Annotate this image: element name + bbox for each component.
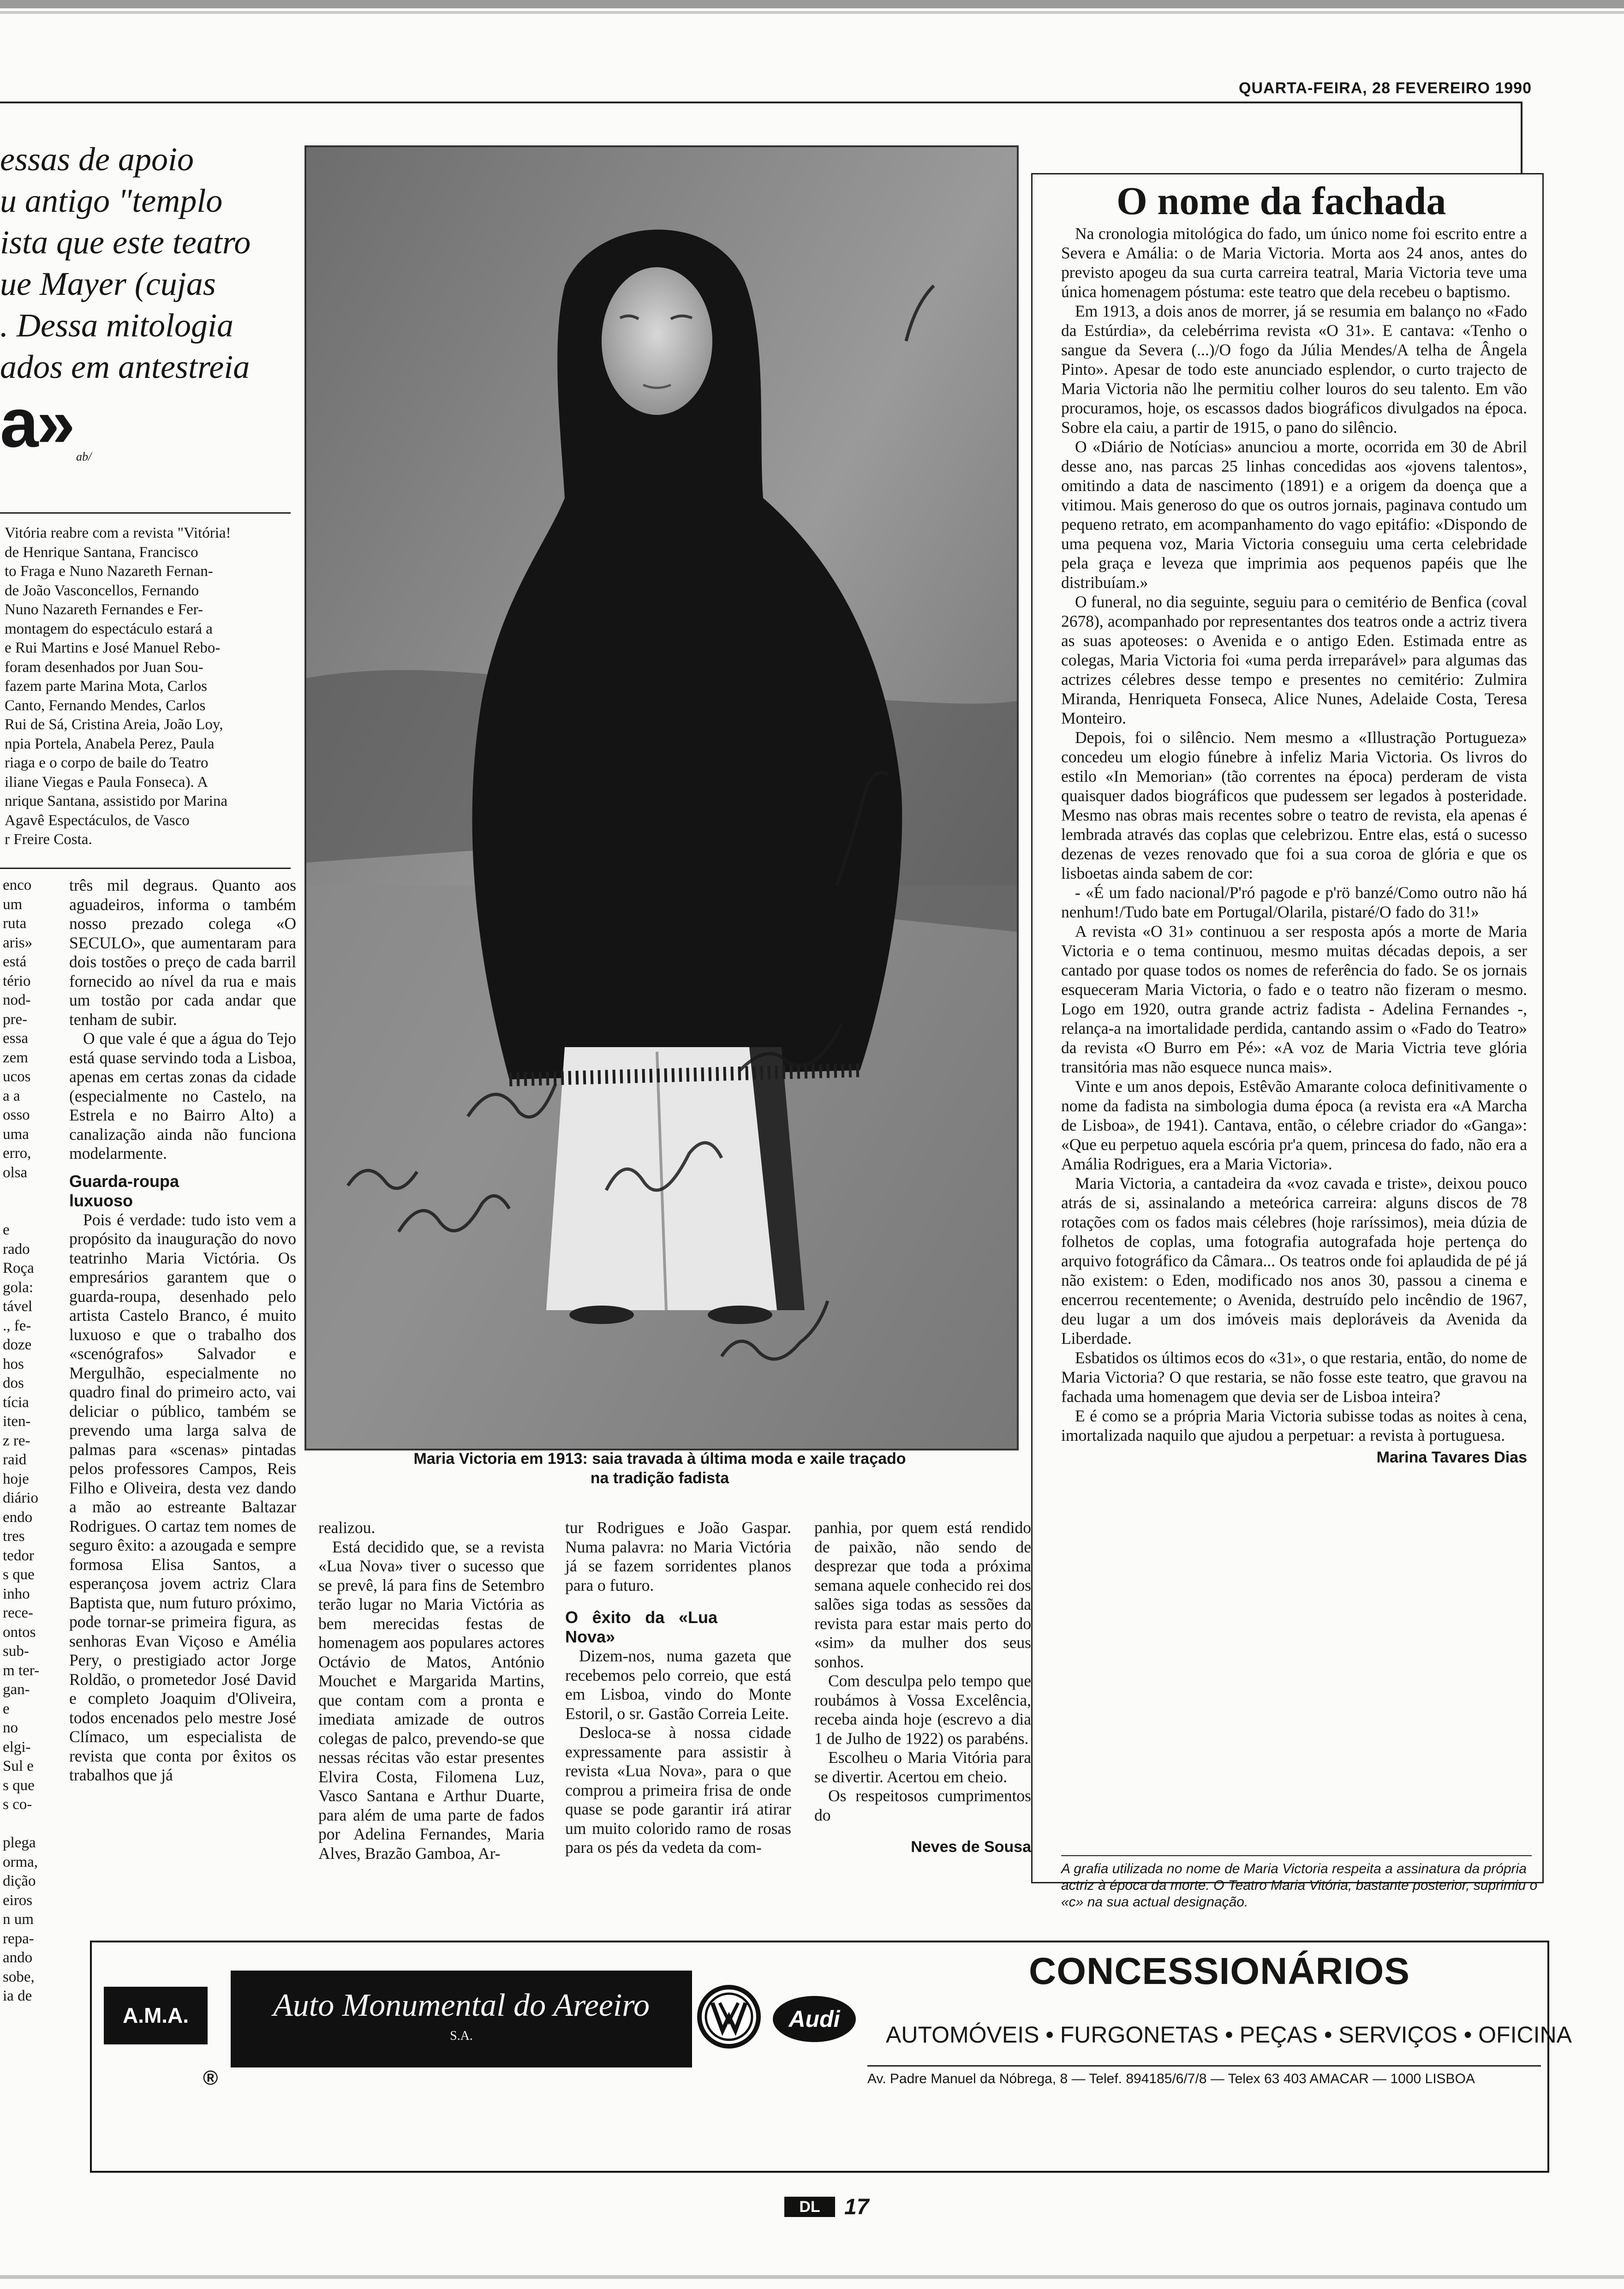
fragment-line: ia de: [3, 1988, 32, 2004]
deck-line: ue Mayer (cujas: [0, 265, 216, 302]
article-column-lower-2: [565, 1518, 791, 1858]
fragment-line: orma,: [3, 1853, 38, 1870]
paragraph: A revista «O 31» continuou a ser resposta após a morte de Maria Victoria e o tema continuou, mesmo muitas décadas depois, a ser cantado por quase todos os nomes de referência do fado. Se os jornais esqueceram Maria Victoria, o fado e o teatro não fizeram o mesmo. Logo em 1920, outra grande actriz fadista - Adelina Fernandes -, relança-a na imortalidade perdida, cantando assim o «Fado do Teatro» da revista «O Burro em Pé»: «A voz de Maria Victria teve glória transitória mas não esquece nunca mais».: [1061, 922, 1527, 1076]
credits-line: npia Portela, Anabela Perez, Paula: [5, 735, 215, 752]
fragment-line: dos: [3, 1375, 24, 1391]
footer-dl-logo: [784, 2197, 835, 2217]
paragraph: Esbatidos os últimos ecos do «31», o que restaria, então, do nome de Maria Victoria? O que restaria, se não fosse este teatro, que gravou na fachada uma homenagem que devia ser de Lisboa inteira?: [1061, 1348, 1527, 1406]
audi-logo-icon: [773, 1996, 856, 2042]
credits-line: r Freire Costa.: [5, 831, 92, 848]
fragment-line: m ter-: [3, 1662, 40, 1679]
fragment-line: tável: [3, 1298, 33, 1315]
auto-monumental-name: Auto Monumental do Areeiro: [273, 1988, 650, 2023]
deck-line: u antigo "templo: [0, 182, 223, 219]
fragment-line: e: [3, 1700, 10, 1717]
deck-line: ados em antestreia: [0, 348, 250, 385]
fragment-line: olsa: [3, 1164, 28, 1181]
paragraph: três mil degraus. Quanto aos aguadeiros, informa o também nosso prezado colega «O SECULO», que aumentaram para dois tostões o preço de cada barril fornecido ao nível da rua e mais um tostão por cada andar que tenham de subir.: [69, 876, 296, 1029]
paragraph: O «Diário de Notícias» anunciou a morte, ocorrida em 30 de Abril desse ano, nas parcas 25 linhas concedidas aos «jovens talentos», omitindo a data de nascimento (1891) e a origem da doença que a vitimou. Mais generoso do que os outros jornais, paginava contudo um pequeno retrato, em acompanhamento do vago epitáfio: «Dispondo de uma pequena voz, Maria Victoria conseguiu uma certa celebridade pela graça e leveza que imprimia aos pequenos papéis que lhe distribuíam.»: [1061, 437, 1527, 592]
ad-address: Av. Padre Manuel da Nóbrega, 8 — Telef. 894185/6/7/8 — Telex 63 403 AMACAR — 1000 LISBOA: [867, 2071, 1475, 2086]
note-rule: [1061, 1855, 1532, 1856]
credits-line: foram desenhados por Juan Sou-: [5, 659, 203, 676]
article-column-lower-3: [814, 1518, 1031, 1857]
fragment-line: hos: [3, 1355, 24, 1372]
fragment-line: tério: [3, 972, 31, 989]
fragment-line: ando: [3, 1949, 33, 1966]
fragment-line: n um: [3, 1911, 34, 1928]
fragment-line: endo: [3, 1509, 33, 1526]
paragraph: Está decidido que, se a revista «Lua Nova» tiver o sucesso que se prevê, lá para fins de Setembro terão lugar no Maria Victória as bem merecidas festas de homenagem aos populares actores Octávio de Matos, António Mouchet e Margarida Martins, que contam com a pronta e imediata amizade de outros colegas de palco, prevendo-se que nessas récitas vão estar presentes Elvira Costa, Filomena Luz, Vasco Santana e Arthur Duarte, para além de uma parte de fados por Adelina Fernandes, Maria Alves, Brazão Gamboa, Ar-: [318, 1537, 544, 1863]
sidebar-body: [1061, 224, 1527, 1467]
credits-line: de Henrique Santana, Francisco: [5, 544, 198, 561]
fragment-line: e: [3, 1222, 10, 1238]
fragment-line: pre-: [3, 1011, 28, 1028]
fragment-line: uma: [3, 1126, 29, 1143]
fragment-line: Roça: [3, 1260, 34, 1276]
headline-tail: a»: [0, 384, 73, 461]
portrait-illustration: [306, 147, 1017, 1449]
credits-line: nrique Santana, assistido por Marina: [5, 793, 227, 809]
fragment-line: tres: [3, 1528, 25, 1545]
caption-line: na tradição fadista: [590, 1469, 729, 1487]
paragraph: Desloca-se à nossa cidade expressamente para assistir à revista «Lua Nova», para o que comprou a primeira frisa de onde quase se pode garantir irá atirar um muito colorido ramo de rosas para os pés da vedeta da com-: [565, 1723, 791, 1857]
fragment-line: um: [3, 896, 23, 913]
fragment-line: z re-: [3, 1432, 30, 1449]
deck-rule: [0, 512, 291, 514]
fragment-line: sub-: [3, 1643, 29, 1660]
credits-box: [5, 524, 286, 850]
paragraph: Pois é verdade: tudo isto vem a propósito da inauguração do novo teatrinho Maria Victória. Os empresários garantem que o guarda-roupa, desenhado pelo artista Castelo Branco, é muito luxuoso e que o trabalho dos «scenógrafos» Salvador e Mergulhão, especialmente no quadro final do primeiro acto, vai deliciar o público, também se prevendo uma larga salva de palmas para «scenas» pintadas pelos professores Campos, Reis Filho e Oliveira, desta vez dando a mão ao estreante Baltazar Rodrigues. O cartaz tem nomes de seguro êxito: a azougada e sempre formosa Elisa Santos, a esperançosa jovem actriz Clara Baptista que, num futuro próximo, pode tornar-se primeira figura, as senhoras Evan Viçoso e Amélia Pery, o prestigiado actor Jorge Roldão, o prometedor José David e completo Joaquim d'Oliveira, todos encenados pelo mestre José Clímaco, um especialista de revista que conta por êxitos os trabalhos que já: [69, 1210, 296, 1784]
fragment-line: eiros: [3, 1892, 33, 1909]
fragment-line: osso: [3, 1107, 30, 1123]
audi-wordmark: Audi: [788, 2006, 840, 2032]
credits-line: iliane Viegas e Paula Fonseca). A: [5, 773, 208, 791]
fragment-line: diário: [3, 1490, 38, 1506]
ama-logo: A.M.A.: [104, 1987, 208, 2044]
header-right-rule: [1521, 102, 1522, 173]
clipped-column-fragments: [3, 876, 44, 2006]
auto-monumental-banner: [231, 1971, 692, 2067]
credits-line: Canto, Fernando Mendes, Carlos: [5, 697, 206, 714]
fragment-line: tedor: [3, 1547, 34, 1564]
paragraph: panhia, por quem está rendido de paixão, não sendo de desprezar que toda a próxima semana aquele conhecido rei dos salões siga todas as sessões da revista para estar mais perto do «sim» da mulher dos seus sonhos.: [814, 1518, 1031, 1671]
paragraph: Maria Victoria, a cantadeira da «voz cavada e triste», deixou pouco atrás de si, assinalando a meteórica carreira: alguns discos de 78 rotações com os fados mais célebres (hoje raríssimos), meia dúzia de folhetos de coplas, uma fotografia autografada hoje pertença do arquivo fotográfico da Câmara... Os teatros onde foi aplaudida de pé já não existem: o Eden, modificado nos anos 30, passou a cinema e encerrou recentemente; o Avenida, destruído pelo incêndio de 1967, deu lugar a um dos imóveis mais deploráveis da Avenida da Liberdade.: [1061, 1174, 1527, 1348]
credits-line: riaga e o corpo de baile do Teatro: [5, 755, 209, 771]
fragment-line: zem: [3, 1049, 28, 1066]
fragment-line: no: [3, 1720, 18, 1736]
fragment-line: gan-: [3, 1681, 30, 1698]
fragment-line: [3, 1815, 44, 1834]
paragraph: - «É um fado nacional/P'ró pagode e p'rö banzé/Como outro não há nenhum!/Tudo bate em Portugal/Olarila, pistaré/O fado do 31!»: [1061, 883, 1527, 921]
deck-line: essas de apoio: [0, 141, 194, 178]
credits-line: montagem do espectáculo estará a: [5, 620, 213, 637]
paragraph: Em 1913, a dois anos de morrer, já se resumia em balanço no «Fado da Estúrdia», da celebérrima revista «O 31». E cantava: «Tenho o sangue da Severa (...)/O fogo da Júlia Mendes/A telha de Ângela Pinto». Apesar de todo este anunciado esplendor, o curto trajecto de Maria Victoria não lhe permitiu colher louros do seu talento. Em vão procuramos, hoje, os escassos dados biográficos divulgados na época. Sobre ela caiu, a partir de 1915, o pano do silêncio.: [1061, 302, 1527, 437]
fragment-line: raid: [3, 1451, 27, 1468]
credits-line: Rui de Sá, Cristina Areia, João Loy,: [5, 716, 223, 733]
fragment-line: gola:: [3, 1279, 33, 1296]
fragment-line: s que: [3, 1777, 35, 1794]
subhead-guarda-roupa: Guarda-roupa luxuoso: [69, 1171, 179, 1210]
fragment-line: rece-: [3, 1605, 33, 1621]
fragment-line: tícia: [3, 1394, 29, 1411]
dl-wordmark: DL: [799, 2198, 820, 2216]
fragment-line: Sul e: [3, 1758, 34, 1774]
ad-address-rule: [867, 2065, 1541, 2067]
credits-line: Nuno Nazareth Fernandes e Fer-: [5, 601, 203, 618]
credits-line: de João Vasconcellos, Fernando: [5, 582, 199, 599]
paragraph: realizou.: [318, 1518, 376, 1537]
fragment-line: iten-: [3, 1413, 31, 1430]
fragment-line: ucos: [3, 1068, 31, 1085]
paragraph: tur Rodrigues e João Gaspar. Numa palavra: no Maria Victória já se fazem sorridentes planos para o futuro.: [565, 1518, 791, 1594]
fragment-line: sobe,: [3, 1968, 35, 1985]
ad-services: AUTOMÓVEIS • FURGONETAS • PEÇAS • SERVIÇOS • OFICINA: [886, 2022, 1572, 2048]
fragment-line: doze: [3, 1336, 32, 1353]
fragment-line: a a: [3, 1087, 20, 1104]
portrait-photo: [304, 145, 1019, 1450]
credits-line: Vitória reabre com a revista "Vitória!: [5, 525, 231, 541]
bottom-scan-border: [0, 2275, 1624, 2279]
header-rule: [0, 102, 1522, 103]
paragraph: O funeral, no dia seguinte, seguiu para o cemitério de Benfica (coval 2678), acompanhado por representantes dos teatros onde a actriz tivera as suas apoteoses: o Avenida e o antigo Eden. Estimada entre as colegas, Maria Victoria foi «uma perda irreparável» para algumas das actrizes célebres desse tempo e presentes no cemitério: Zulmira Miranda, Henriqueta Fonseca, Alice Nunes, Adelaide Costa, Teresa Monteiro.: [1061, 593, 1527, 727]
article-column-lower-1: [318, 1518, 544, 1863]
issue-date: QUARTA-FEIRA, 28 FEVEREIRO 1990: [1239, 79, 1532, 97]
paragraph: Escolheu o Maria Vitória para se divertir. Acertou em cheio.: [814, 1748, 1031, 1786]
fragment-line: ., fe-: [3, 1317, 31, 1334]
page-number: 17: [844, 2195, 869, 2219]
fragment-line: ontos: [3, 1624, 36, 1641]
paragraph: Dizem-nos, numa gazeta que recebemos pelo correio, que está em Lisboa, vindo do Monte Estoril, o sr. Gastão Correia Leite.: [565, 1647, 791, 1723]
fragment-line: está: [3, 953, 27, 970]
headline-deck: [0, 138, 277, 388]
fragment-line: dição: [3, 1873, 36, 1889]
sidebar-note: A grafia utilizada no nome de Maria Victoria respeita a assinatura da própria actriz à época da morte. O Teatro Maria Vitória, bastante posterior, suprimiu o «c» na sua actual designação.: [1061, 1861, 1538, 1910]
paragraph: O que vale é que a água do Tejo está quase servindo toda a Lisboa, apenas em certas zonas da cidade (especialmente no Castelo, na Estrela e no Bairro Alto) a canalização ainda não funciona modelarmente.: [69, 1029, 296, 1162]
paragraph: E é como se a própria Maria Victoria subisse todas as noites à cena, imortalizada naquilo que ajudou a perpetuar: a revista à portuguesa.: [1061, 1407, 1527, 1444]
sidebar-title: O nome da fachada: [1116, 179, 1446, 223]
credits-line: to Fraga e Nuno Nazareth Fernan-: [5, 563, 213, 580]
paragraph: Depois, foi o silêncio. Nem mesmo a «Illustração Portugueza» concedeu um elogio fúnebre à infeliz Maria Victoria. Os livros do estilo «In Memorian» (tão correntes na época) perderam de vista quaisquer dados biográficos que pudessem ser legados à posteridade. Mesmo nas obras mais recentes sobre o teatro de revista, ela apenas é lembrada através das coplas que celebrizou. Entre elas, está o sucesso dezenas de vezes renovado que foi a sua coroa de glória e que os lisboetas ainda sabem de cor:: [1061, 728, 1527, 882]
fragment-line: s que: [3, 1566, 35, 1583]
ad-headline: CONCESSIONÁRIOS: [1029, 1950, 1410, 1992]
fragment-line: essa: [3, 1030, 28, 1047]
credits-line: fazem parte Marina Mota, Carlos: [5, 678, 207, 695]
fragment-line: aris»: [3, 934, 33, 951]
fragment-line: erro,: [3, 1145, 31, 1162]
sidebar-signature: Marina Tavares Dias: [1376, 1449, 1527, 1466]
auto-monumental-sa: S.A.: [450, 2029, 473, 2043]
paragraph: Com desculpa pelo tempo que roubámos à Vossa Excelência, receba ainda hoje (escrevo a dia 1 de Julho de 1922) os parabéns.: [814, 1672, 1031, 1748]
fragment-line: repa-: [3, 1930, 34, 1947]
caption-line: Maria Victoria em 1913: saia travada à última moda e xaile traçado: [413, 1450, 906, 1468]
top-scan-border: [0, 0, 1624, 8]
fragment-line: [3, 1202, 44, 1221]
fragment-line: rado: [3, 1240, 30, 1258]
paragraph: Os respeitosos cumprimentos do: [814, 1786, 1031, 1824]
fragment-line: s co-: [3, 1796, 32, 1813]
fragment-line: enco: [3, 877, 32, 893]
fragment-line: inho: [3, 1585, 30, 1602]
credits-rule: [0, 868, 291, 869]
fragment-line: elgi-: [3, 1738, 31, 1756]
paragraph: Na cronologia mitológica do fado, um único nome foi escrito entre a Severa e Amália: o de Maria Victoria. Morta aos 24 anos, antes do previsto apogeu da sua curta carreira teatral, Maria Victoria teve uma única homenagem póstuma: este teatro que dela recebeu o baptismo.: [1061, 224, 1527, 301]
deck-line: . Dessa mitologia: [0, 307, 234, 344]
photo-caption: [304, 1449, 1015, 1488]
credits-line: e Rui Martins e José Manuel Rebo-: [5, 640, 221, 656]
fragment-line: ruta: [3, 915, 27, 932]
deck-line: ista que este teatro: [0, 224, 251, 261]
credit-fragment: ab/: [76, 450, 92, 463]
fragment-line: [3, 1182, 44, 1202]
registered-mark: ®: [203, 2067, 218, 2089]
vw-logo-icon: [697, 1984, 761, 2049]
fragment-line: nod-: [3, 992, 31, 1008]
credits-line: Agavê Espectáculos, de Vasco: [5, 812, 190, 829]
top-scan-border-2: [0, 11, 1624, 14]
article-column-middle: [69, 876, 296, 1785]
paragraph: Vinte e um anos depois, Estêvão Amarante coloca definitivamente o nome da fadista na simbologia duma época (a revista era «A Marcha de Lisboa», de 1941). Cantava, então, o célebre criador do «Ganga»: «Que eu perpetuo aquela escória pr'a quem, princesa do fado, não era a Amália Rodrigues, era a Maria Victoria».: [1061, 1077, 1527, 1173]
article-signature: Neves de Sousa: [911, 1838, 1031, 1856]
subhead-exito: O êxito da «Lua Nova»: [565, 1608, 717, 1646]
fragment-line: plega: [3, 1834, 36, 1851]
fragment-line: hoje: [3, 1470, 29, 1487]
